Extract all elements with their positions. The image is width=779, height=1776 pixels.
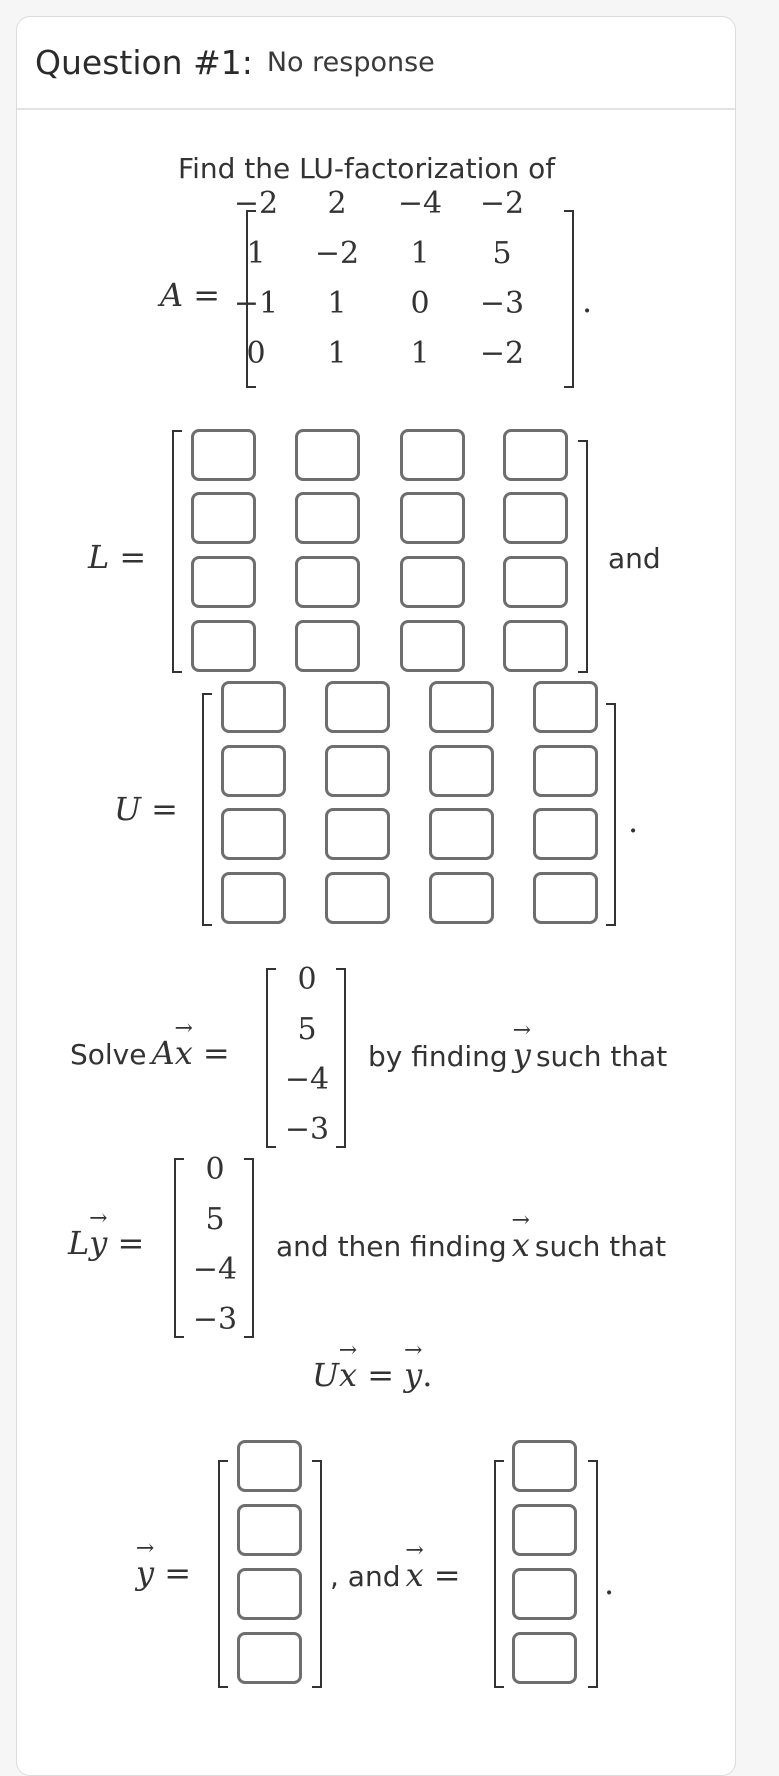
- u-matrix-period: .: [628, 802, 639, 840]
- l-matrix-and: and: [608, 542, 661, 575]
- x-input-2[interactable]: [512, 1504, 577, 1556]
- u-input-r4-c3[interactable]: [429, 872, 494, 924]
- l-input-r4-c3[interactable]: [400, 620, 465, 672]
- l-input-r4-c1[interactable]: [191, 620, 256, 672]
- l-matrix-right-bracket: [578, 440, 588, 673]
- u-matrix-label: U =: [114, 790, 178, 828]
- b-vector-cell: −3: [284, 1112, 330, 1147]
- b-vector-cell: 0: [297, 962, 317, 997]
- matrix-a-cell: 0: [410, 286, 430, 321]
- matrix-a-cell: 2: [327, 186, 347, 221]
- u-input-r1-c1[interactable]: [221, 681, 286, 733]
- b-vector-2-cell: −4: [192, 1252, 238, 1287]
- l-input-r1-c4[interactable]: [503, 429, 568, 481]
- l-input-r1-c1[interactable]: [191, 429, 256, 481]
- b-vector-cell: 5: [297, 1012, 317, 1047]
- matrix-a-right-bracket: [564, 210, 574, 388]
- l-input-r3-c3[interactable]: [400, 556, 465, 608]
- u-input-r2-c2[interactable]: [325, 745, 390, 797]
- question-header: [17, 17, 735, 110]
- u-input-r1-c4[interactable]: [533, 681, 598, 733]
- solve-ax-label: Solve A→ x =: [70, 1034, 230, 1072]
- response-status: No response: [266, 47, 435, 78]
- x-input-3[interactable]: [512, 1568, 577, 1620]
- y-vector-left-bracket: [218, 1460, 228, 1688]
- matrix-a-cell: −4: [397, 186, 443, 221]
- u-input-r2-c3[interactable]: [429, 745, 494, 797]
- x-vector-label: , and → x =: [330, 1556, 461, 1594]
- u-input-r2-c1[interactable]: [221, 745, 286, 797]
- matrix-a-label: A =: [160, 276, 221, 314]
- y-input-2[interactable]: [237, 1504, 302, 1556]
- b-vector-right-bracket: [336, 968, 346, 1148]
- b-vector-2-left-bracket: [174, 1158, 184, 1338]
- matrix-a-cell: 5: [492, 236, 512, 271]
- b-vector-2-cell: 0: [205, 1152, 225, 1187]
- by-finding-text: by finding → y such that: [368, 1036, 667, 1074]
- l-input-r4-c4[interactable]: [503, 620, 568, 672]
- matrix-a-cell: −1: [233, 286, 279, 321]
- matrix-a-cell: 1: [246, 236, 266, 271]
- y-input-4[interactable]: [237, 1632, 302, 1684]
- y-input-1[interactable]: [237, 1440, 302, 1492]
- b-vector-2-cell: 5: [205, 1202, 225, 1237]
- l-input-r1-c2[interactable]: [295, 429, 360, 481]
- u-input-r3-c1[interactable]: [221, 808, 286, 860]
- matrix-a-cell: −2: [233, 186, 279, 221]
- u-matrix-left-bracket: [202, 693, 212, 926]
- question-title: Question #1:: [35, 43, 253, 82]
- u-input-r3-c3[interactable]: [429, 808, 494, 860]
- x-vector-left-bracket: [494, 1460, 504, 1688]
- l-input-r3-c2[interactable]: [295, 556, 360, 608]
- x-input-4[interactable]: [512, 1632, 577, 1684]
- u-input-r4-c2[interactable]: [325, 872, 390, 924]
- u-matrix-right-bracket: [606, 703, 616, 926]
- matrix-a-cell: −3: [479, 286, 525, 321]
- b-vector-2-cell: −3: [192, 1302, 238, 1337]
- matrix-a-cell: 1: [410, 236, 430, 271]
- u-input-r4-c1[interactable]: [221, 872, 286, 924]
- u-input-r4-c4[interactable]: [533, 872, 598, 924]
- x-input-1[interactable]: [512, 1440, 577, 1492]
- u-input-r2-c4[interactable]: [533, 745, 598, 797]
- l-input-r4-c2[interactable]: [295, 620, 360, 672]
- ly-label: L→ y =: [68, 1224, 144, 1262]
- matrix-a-cell: 1: [327, 286, 347, 321]
- l-input-r2-c2[interactable]: [295, 492, 360, 544]
- l-input-r2-c3[interactable]: [400, 492, 465, 544]
- and-then-finding-text: and then finding → x such that: [276, 1226, 666, 1264]
- y-vector-right-bracket: [312, 1460, 322, 1688]
- intro-text: Find the LU-factorization of: [178, 152, 556, 185]
- l-input-r3-c4[interactable]: [503, 556, 568, 608]
- ux-equals-y: U→ x = → y.: [312, 1356, 432, 1394]
- matrix-a-cell: −2: [479, 336, 525, 371]
- u-input-r3-c4[interactable]: [533, 808, 598, 860]
- x-vector-right-bracket: [588, 1460, 598, 1688]
- l-input-r3-c1[interactable]: [191, 556, 256, 608]
- matrix-a-cell: −2: [479, 186, 525, 221]
- matrix-a-cell: −2: [314, 236, 360, 271]
- matrix-a-cell: 0: [246, 336, 266, 371]
- b-vector-2-right-bracket: [244, 1158, 254, 1338]
- b-vector-left-bracket: [266, 968, 276, 1148]
- l-input-r2-c4[interactable]: [503, 492, 568, 544]
- y-input-3[interactable]: [237, 1568, 302, 1620]
- u-input-r3-c2[interactable]: [325, 808, 390, 860]
- l-matrix-label: L =: [88, 538, 147, 576]
- l-matrix-left-bracket: [172, 430, 182, 673]
- l-input-r1-c3[interactable]: [400, 429, 465, 481]
- u-input-r1-c3[interactable]: [429, 681, 494, 733]
- matrix-a-cell: 1: [410, 336, 430, 371]
- u-input-r1-c2[interactable]: [325, 681, 390, 733]
- matrix-a-period: .: [582, 282, 593, 320]
- l-input-r2-c1[interactable]: [191, 492, 256, 544]
- x-vector-period: .: [604, 1564, 615, 1602]
- b-vector-cell: −4: [284, 1062, 330, 1097]
- y-vector-label: → y =: [136, 1554, 191, 1592]
- matrix-a-cell: 1: [327, 336, 347, 371]
